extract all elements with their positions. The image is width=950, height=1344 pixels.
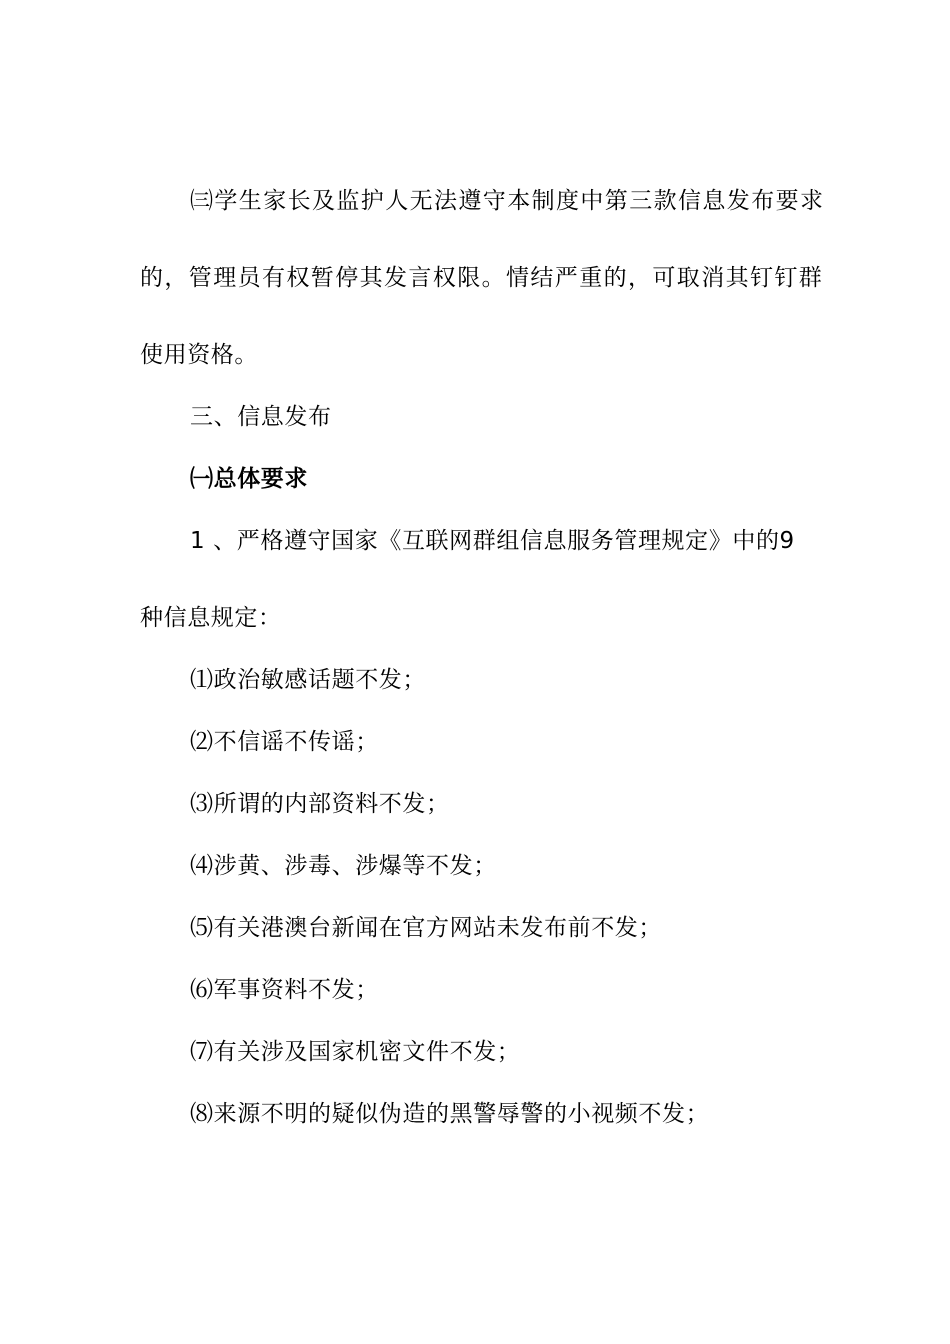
item-1-line-1: 1 、严格遵守国家《互联网群组信息服务管理规定》中的9	[190, 528, 795, 554]
rule-item-2: ⑵不信谣不传谣；	[190, 729, 379, 755]
item-1-line-2: 种信息规定：	[140, 605, 282, 631]
rule-item-7: ⑺有关涉及国家机密文件不发；	[190, 1039, 521, 1065]
rule-item-1: ⑴政治敏感话题不发；	[190, 667, 426, 693]
rule-item-5: ⑸有关港澳台新闻在官方网站未发布前不发；	[190, 915, 662, 941]
paragraph-guardian-line-3: 使用资格。	[140, 342, 258, 368]
section-heading-info-release: 三、信息发布	[190, 404, 332, 430]
rule-item-4: ⑷涉黄、涉毒、涉爆等不发；	[190, 853, 497, 879]
rule-item-3: ⑶所谓的内部资料不发；	[190, 791, 450, 817]
subsection-heading-general-requirements: ㈠总体要求	[190, 466, 308, 492]
rule-item-8: ⑻来源不明的疑似伪造的黑警辱警的小视频不发；	[190, 1101, 710, 1127]
rule-item-6: ⑹军事资料不发；	[190, 977, 379, 1003]
paragraph-guardian-line-2: 的，管理员有权暂停其发言权限。情结严重的，可取消其钉钉群	[140, 265, 824, 291]
paragraph-guardian-line-1: ㈢学生家长及监护人无法遵守本制度中第三款信息发布要求	[190, 188, 825, 214]
